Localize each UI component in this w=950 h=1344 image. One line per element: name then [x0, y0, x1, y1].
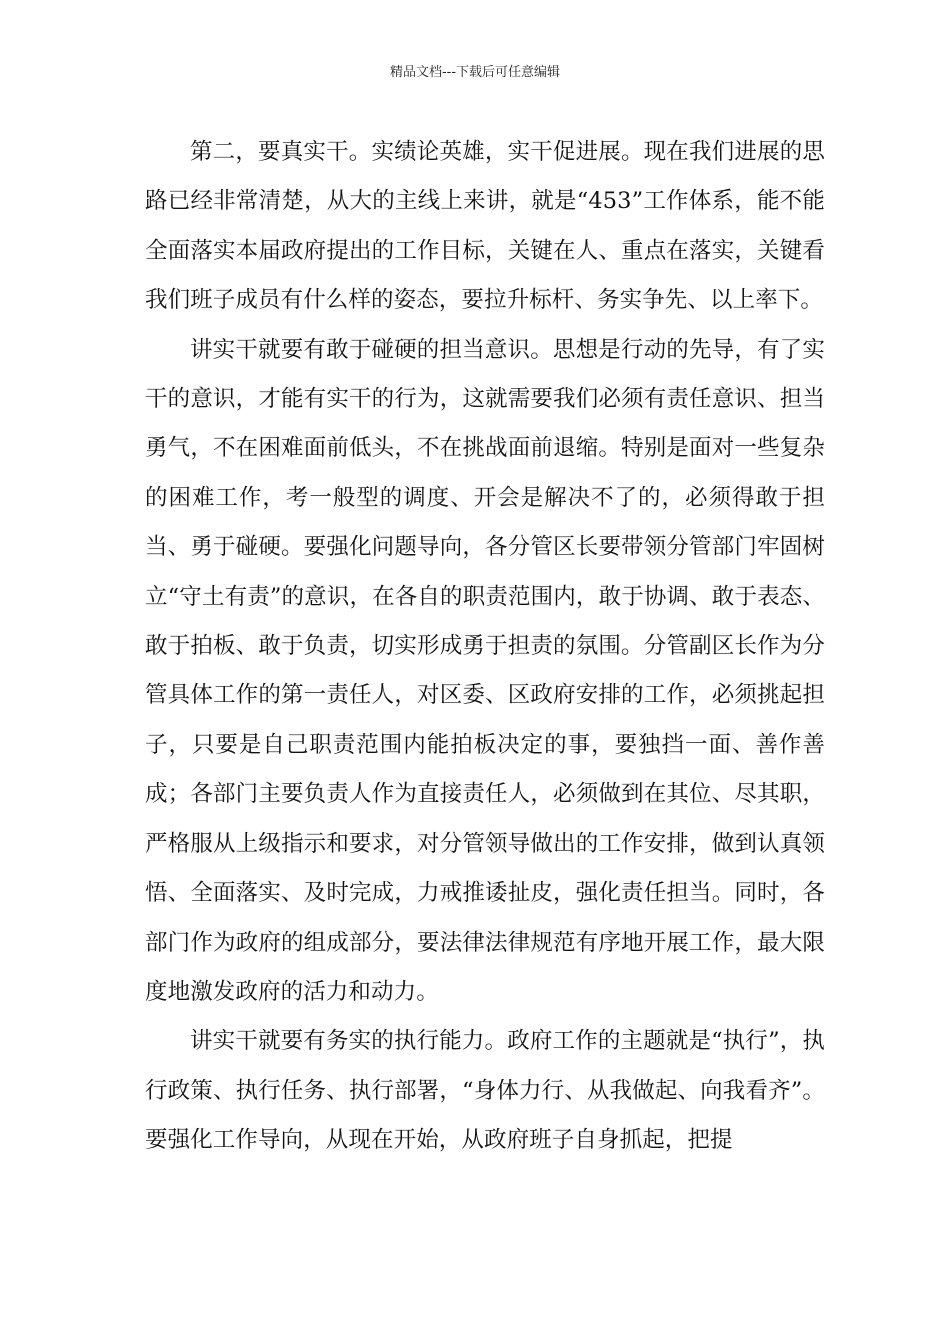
- paragraph-3: 讲实干就要有务实的执行能力。政府工作的主题就是“执行”，执行政策、执行任务、执行部署，“身体力行、从我做起、向我看齐”。要强化工作导向，从现在开始，从政府班子自身抓起，把提: [145, 1028, 825, 1154]
- paragraph-2: 讲实干就要有敢于碰硬的担当意识。思想是行动的先导，有了实干的意识，才能有实干的行为，这就需要我们必须有责任意识、担当勇气，不在困难面前低头，不在挑战面前退缩。特别是面对一些复杂的困难工作，考一般型的调度、开会是解决不了的，必须得敢于担当、勇于碰硬。要强化问题导向，各分管区长要带领分管部门牢固树立“守土有责”的意识，在各自的职责范围内，敢于协调、敢于表态、敢于拍板、敢于负责，切实形成勇于担责的氛围。分管副区长作为分管具体工作的第一责任人，对区委、区政府安排的工作，必须挑起担子，只要是自己职责范围内能拍板决定的事，要独挡一面、善作善成；各部门主要负责人作为直接责任人，必须做到在其位、尽其职，严格服从上级指示和要求，对分管领导做出的工作安排，做到认真领悟、全面落实、及时完成，力戒推诿扯皮，强化责任担当。同时，各部门作为政府的组成部分，要法律法律规范有序地开展工作，最大限度地激发政府的活力和动力。: [145, 336, 825, 1005]
- paragraph-1: 第二，要真实干。实绩论英雄，实干促进展。现在我们进展的思路已经非常清楚，从大的主线上来讲，就是“453”工作体系，能不能全面落实本届政府提出的工作目标，关键在人、重点在落实，关键看我们班子成员有什么样的姿态，要拉升标杆、务实争先、以上率下。: [145, 139, 825, 314]
- page-header: 精品文档---下载后可任意编辑: [389, 65, 561, 80]
- document-body: [145, 128, 825, 1166]
